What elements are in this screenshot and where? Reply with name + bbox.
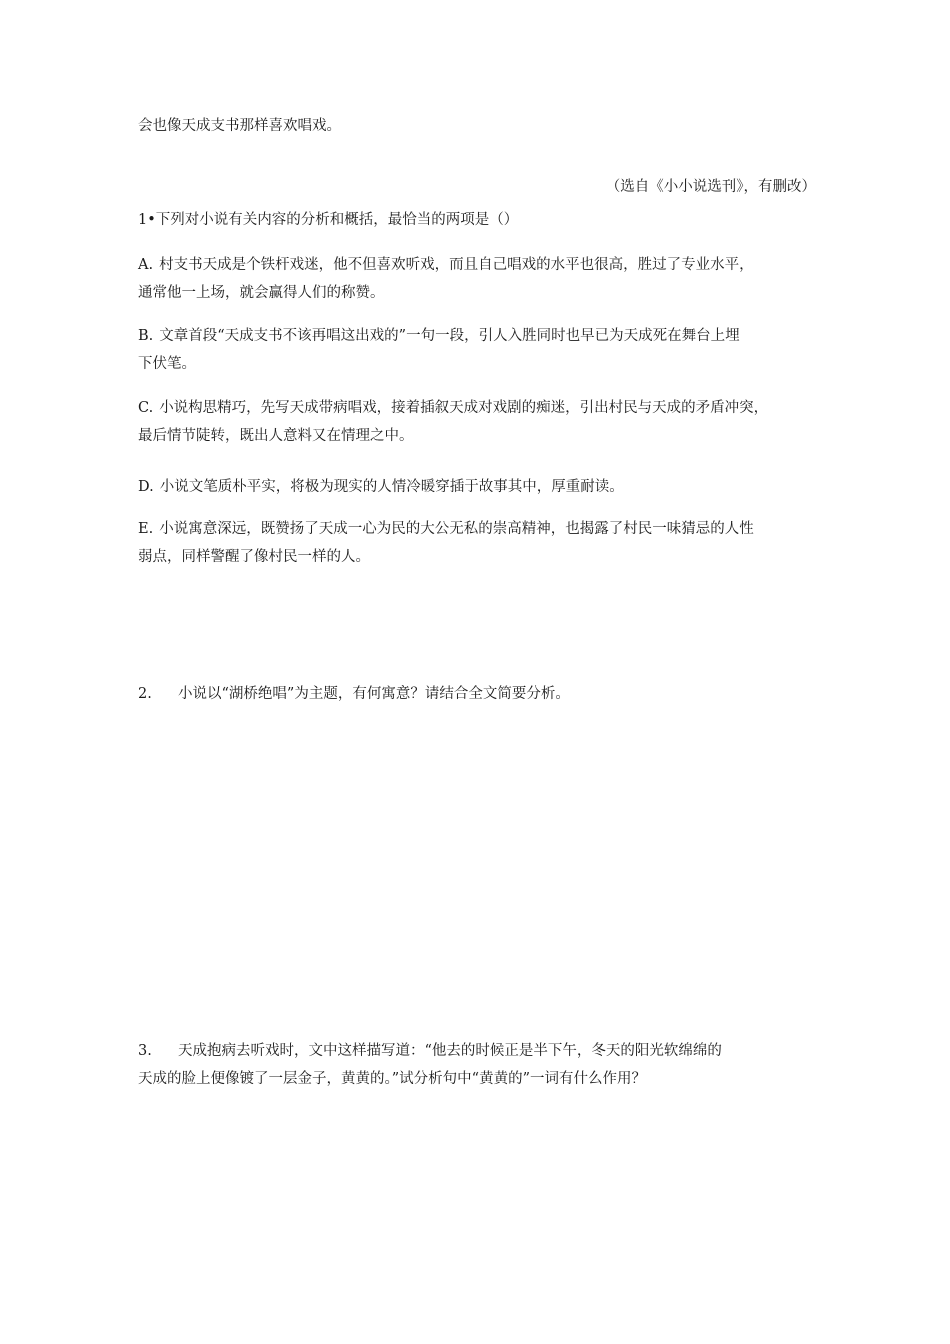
q1-option-b (138, 322, 838, 378)
option-c-label: C. (138, 400, 154, 416)
option-a-line-2: 通常他一上场，就会赢得人们的称赞。 (138, 285, 385, 301)
option-b-line-1: 文章首段“天成支书不该再唱这出戏的”一句一段，引人入胜同时也早已为天成死在舞台上埋 (159, 328, 740, 344)
option-e-line-1: 小说寓意深远，既赞扬了天成一心为民的大公无私的崇高精神，也揭露了村民一味猜忌的人性 (159, 521, 754, 537)
option-b-label: B. (138, 328, 154, 344)
option-d-line-1: 小说文笔质朴平实，将极为现实的人情冷暖穿插于故事其中，厚重耐读。 (159, 479, 624, 495)
option-e-line-2: 弱点，同样警醒了像村民一样的人。 (138, 549, 370, 565)
q2 (138, 680, 838, 708)
q2-number: 2. (138, 686, 152, 702)
option-e-label: E. (138, 521, 154, 537)
q1-option-a (138, 251, 838, 307)
q3-number: 3. (138, 1043, 152, 1059)
q1-option-d (138, 473, 838, 501)
q3-line-1: 天成抱病去听戏时，文中这样描写道：“他去的时候正是半下午，冬天的阳光软绵绵的 (178, 1043, 722, 1059)
option-a-label: A. (138, 257, 154, 273)
q1-stem (138, 206, 838, 234)
q1-stem-text: 下列对小说有关内容的分析和概括，最恰当的两项是（） (155, 212, 519, 228)
source-citation: （选自《小小说选刊》，有删改） (605, 178, 816, 195)
q2-text: 小说以“湖桥绝唱”为主题，有何寓意？请结合全文简要分析。 (178, 686, 570, 702)
q3-line-2: 天成的脸上便像镀了一层金子，黄黄的。”试分析句中“黄黄的”一词有什么作用？ (138, 1071, 646, 1087)
q1-option-e (138, 515, 838, 571)
q3 (138, 1037, 838, 1093)
option-c-line-1: 小说构思精巧，先写天成带病唱戏，接着插叙天成对戏剧的痴迷，引出村民与天成的矛盾冲突， (159, 400, 769, 416)
option-b-line-2: 下伏笔。 (138, 356, 196, 372)
q1-number: 1• (138, 212, 156, 228)
q1-option-c (138, 394, 838, 450)
option-d-label: D. (138, 479, 154, 495)
passage-end-text: 会也像天成支书那样喜欢唱戏。 (138, 118, 341, 134)
option-a-line-1: 村支书天成是个铁杆戏迷，他不但喜欢听戏，而且自己唱戏的水平也很高，胜过了专业水平， (159, 257, 754, 273)
option-c-line-2: 最后情节陡转，既出人意料又在情理之中。 (138, 428, 414, 444)
